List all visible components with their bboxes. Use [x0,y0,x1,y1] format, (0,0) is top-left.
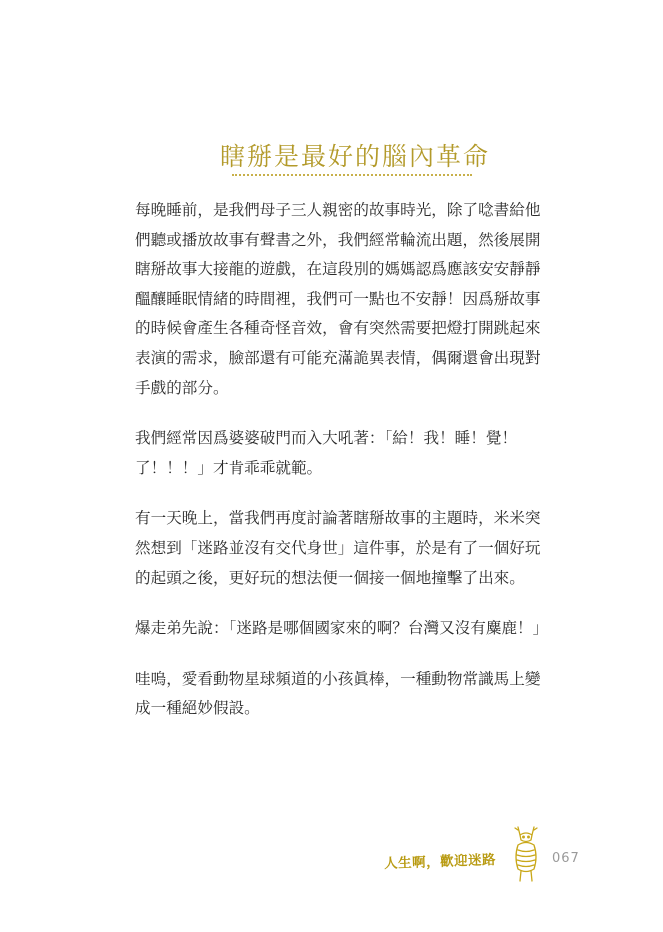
text-line: 瞎掰故事大接龍的遊戲，在這段別的媽媽認爲應該安安靜靜 [135,260,541,279]
text-line: 每晚睡前，是我們母子三人親密的故事時光，除了唸書給他 [135,201,541,219]
paragraph-3 [135,504,580,593]
text-line: 表演的需求，臉部還有可能充滿詭異表情，偶爾還會出現對 [135,348,541,367]
text-line: 我們經常因爲婆婆破門而入大吼著：「給！我！睡！覺！ [135,429,518,448]
text-line: 哇嗚，愛看動物星球頻道的小孩眞棒，一種動物常識馬上變 [135,669,541,688]
text-line: 手戲的部分。 [135,378,229,397]
chapter-title: 瞎掰是最好的腦內革命 [219,142,490,171]
text-line: 醞釀睡眠情緒的時間裡，我們可一點也不安靜！因爲掰故事 [135,289,541,308]
body-text [135,196,580,745]
deer-doodle-icon [506,823,546,885]
text-line: 然想到「迷路並沒有交代身世」這件事，於是有了一個好玩 [135,538,541,557]
text-line: 成一種絕妙假設。 [135,699,260,718]
footer-signature: 人生啊，歡迎迷路 [383,852,497,872]
title-dotted-rule [232,174,472,176]
text-line: 的起頭之後，更好玩的想法便一個接一個地撞擊了出來。 [135,568,525,587]
paragraph-5 [135,665,580,724]
paragraph-4 [135,614,580,644]
text-line: 有一天晚上，當我們再度討論著瞎掰故事的主題時，米米突 [135,509,541,528]
text-line: 爆走弟先說：「迷路是哪個國家來的啊？台灣又沒有麋鹿！」 [135,619,549,638]
text-line: 了！！！」才肯乖乖就範。 [135,458,323,477]
paragraph-2 [135,424,580,483]
text-line: 的時候會產生各種奇怪音效，會有突然需要把燈打開跳起來 [135,319,541,338]
paragraph-1 [135,196,580,403]
text-line: 們聽或播放故事有聲書之外，我們經常輪流出題，然後展開 [135,230,541,249]
page-number: 067 [552,851,580,866]
